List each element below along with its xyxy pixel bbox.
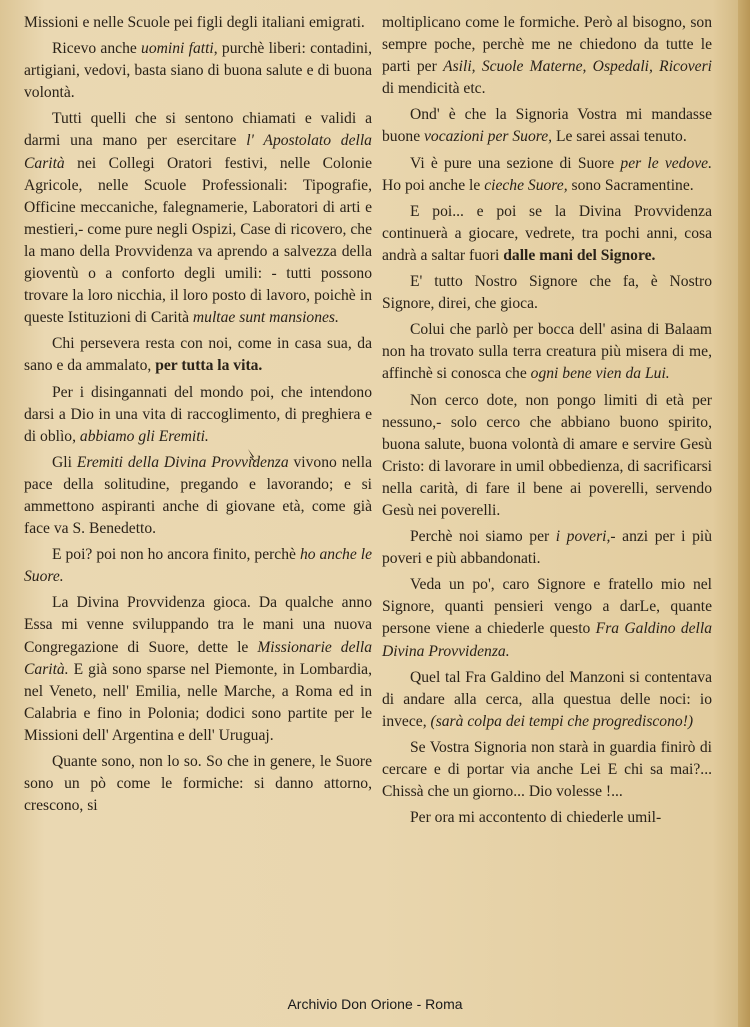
text-run: Chi persevera resta con noi, come in casa sua, da sano e da ammalato, xyxy=(24,335,372,375)
text-run: Ho poi anche le xyxy=(382,176,485,194)
paragraph xyxy=(24,108,372,329)
paragraph xyxy=(382,574,712,662)
ink-mark-icon xyxy=(246,448,260,464)
text-run: moltiplicano come le formiche. Però al bisogno, son sempre poche, perchè me ne chiedono da tutte le parti per xyxy=(382,14,712,76)
text-run: cieche Suore, xyxy=(484,176,568,194)
paragraph xyxy=(382,526,712,570)
paragraph xyxy=(382,667,712,733)
paragraph xyxy=(24,452,372,540)
paragraph xyxy=(24,38,372,104)
text-run: i poveri, xyxy=(555,528,611,546)
text-run: E' tutto Nostro Signore che fa, è Nostro Signore, direi, che gioca. xyxy=(382,273,712,313)
text-run: di mendicità etc. xyxy=(382,80,486,98)
text-run: Perchè noi siamo per xyxy=(410,528,556,546)
paragraph xyxy=(24,382,372,448)
text-run: multae sunt mansiones. xyxy=(192,309,339,327)
text-run: E poi... e poi se la Divina Provvidenza continuerà a giocare, vedrete, tra pochi anni, cosa andrà a saltar fuori xyxy=(382,202,712,264)
text-run: (sarà colpa dei tempi che progrediscono!) xyxy=(430,712,694,730)
text-run: Missioni e nelle Scuole pei figli degli italiani emigrati. xyxy=(24,14,365,31)
text-run: La Divina Provvidenza gioca. Da qualche anno Essa mi venne sviluppando tra le mani una nuova Congregazione di Suore, dette le xyxy=(24,594,372,656)
paragraph xyxy=(24,333,372,377)
text-run: Ricevo anche xyxy=(52,40,142,58)
text-run: Ond' è che la Signoria Vostra mi mandasse buone xyxy=(382,106,712,146)
paragraph xyxy=(24,544,372,588)
text-run: Colui che parlò per bocca dell' asina di Balaam non ha trovato sulla terra creatura più misera di me, affinchè si conosca che xyxy=(382,321,712,383)
text-run: Quel tal Fra Galdino del Manzoni si contentava di andare alla cerca, alla questua delle noci: io invece, xyxy=(382,668,712,730)
text-run: Eremiti della Divina Provvidenza xyxy=(76,453,289,471)
paragraph xyxy=(382,390,712,523)
paragraph xyxy=(382,12,712,100)
text-run: Per ora mi accontento di chiederle umil- xyxy=(410,809,662,827)
page-edge xyxy=(738,0,750,1027)
text-run: , purchè liberi: contadini, artigiani, vedovi, basta siano di buona salute e di buona volontà. xyxy=(24,40,373,102)
text-run: nei Collegi Oratori festivi, nelle Colonie Agricole, nelle Scuole Professionali: Tipografie, Officine meccaniche, falegnamerie, Laboratori di arti e mestieri,- come pure negli Ospizi, Case di ricovero, che la mano della Provvidenza va aprendo a salvezza della gioventù o a conforto degli umili: - tutti possono trovare la loro nicchia, il loro posto di lavoro, poichè in queste Istituzioni di Carità xyxy=(24,154,372,327)
text-run: Gli xyxy=(52,453,77,471)
text-run: Vi è pure una sezione di Suore xyxy=(410,154,621,172)
paragraph xyxy=(382,807,712,829)
text-run: ogni bene vien da Lui. xyxy=(530,365,670,383)
paragraph xyxy=(24,12,372,34)
text-run: Le sarei assai tenuto. xyxy=(552,128,687,146)
text-run: l' Apostolato della Carità xyxy=(24,132,372,172)
text-run: abbiamo gli Eremiti. xyxy=(79,427,209,445)
text-run: vivono nella pace della solitudine, pregando e lavorando; e si ammettono aspiranti anche di giovane età, come già face va S. Benedetto. xyxy=(24,453,372,538)
archive-footer: Archivio Don Orione - Roma xyxy=(287,996,463,1012)
text-run: ho anche le Suore. xyxy=(24,546,372,586)
text-run: Per i disingannati del mondo poi, che intendono darsi a Dio in una vita di raccoglimento, di preghiera e di oblìo, xyxy=(24,383,372,445)
text-run: Veda un po', caro Signore e fratello mio nel Signore, quanti pensieri vengo a darLe, quante persone viene a chiederle questo xyxy=(382,576,712,638)
paragraph xyxy=(382,319,712,385)
text-run: per tutta la vita. xyxy=(155,357,263,375)
text-run: vocazioni per Suore, xyxy=(424,128,553,146)
right-column xyxy=(382,12,712,833)
paragraph xyxy=(24,751,372,817)
text-run: Missionarie della Carità. xyxy=(24,638,372,678)
paragraph xyxy=(382,104,712,148)
text-run: E già sono sparse nel Piemonte, in Lombardia, nel Veneto, nell' Emilia, nelle Marche, a Roma ed in Calabria e fino in Polonia; dodici sono partite per le Missioni dell' Argentina e dell' Uruguaj. xyxy=(24,660,372,744)
paragraph xyxy=(24,592,372,747)
text-run: E poi? poi non ho ancora finito, perchè xyxy=(52,546,300,564)
text-run: - anzi per i più poveri e più abbandonati. xyxy=(382,528,712,568)
paragraph xyxy=(382,271,712,315)
text-run: Se Vostra Signoria non starà in guardia finirò di cercare e di portar via anche Lei E chi sa mai?... Chissà che un giorno... Dio volesse !... xyxy=(382,738,712,801)
text-run: dalle mani del Signore. xyxy=(503,246,656,264)
paragraph xyxy=(382,737,712,803)
text-run: Asili, Scuole Materne, Ospedali, Ricoveri xyxy=(443,58,712,76)
paragraph xyxy=(382,201,712,267)
text-run: sono Sacramentine. xyxy=(567,176,694,194)
text-run: Non cerco dote, non pongo limiti di età per nessuno,- solo cerco che abbiano buono spirito, buona salute, buona volontà di amare e servire Gesù Cristo: di lavorare in umil obbedienza, di sacrificarsi nella carità, di fare il bene ai poverelli, servendo Gesù nei poverelli. xyxy=(382,391,712,519)
text-run: uomini fatti xyxy=(141,40,214,58)
text-run: Quante sono, non lo so. So che in genere, le Suore sono un pò come le formiche: si danno attorno, crescono, si xyxy=(24,753,372,815)
left-column xyxy=(24,12,372,821)
paragraph xyxy=(382,153,712,197)
text-run: Tutti quelli che si sentono chiamati e validi a darmi una mano per esercitare xyxy=(24,110,372,150)
text-run: Fra Galdino della Divina Provvidenza. xyxy=(382,620,713,660)
text-run: per le vedove. xyxy=(620,154,713,172)
